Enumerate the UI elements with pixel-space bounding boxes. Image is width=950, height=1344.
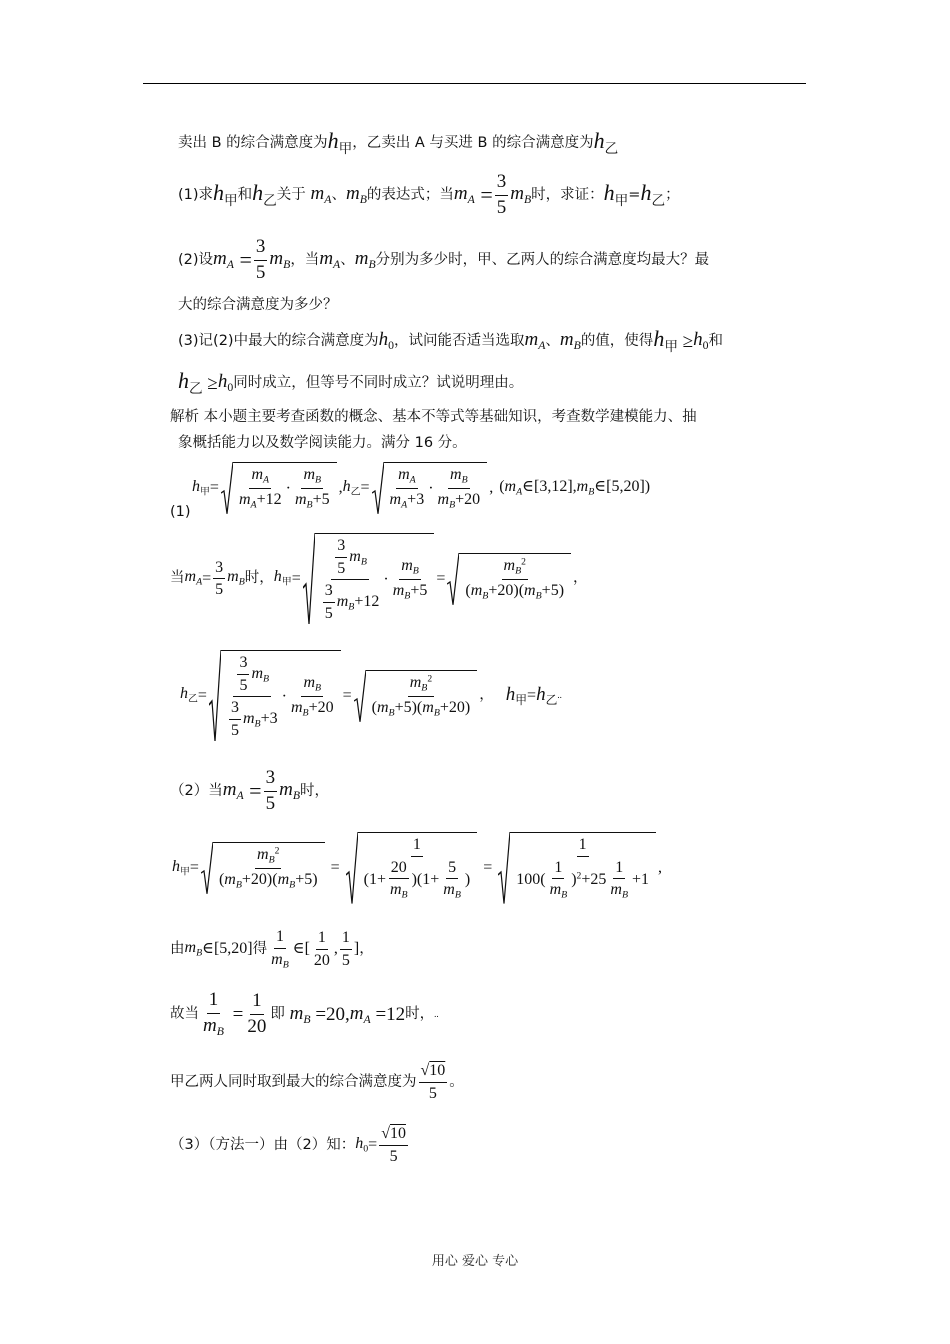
text-segment: 关于 (276, 187, 306, 204)
text-segment: 时， (244, 570, 274, 587)
sqrt: $\frac{m_A}{m_A+12}$ · $\frac{m_B}{m_B+5}$ (221, 462, 337, 514)
fraction-3-5: $\frac{3}{5}$ (255, 236, 266, 283)
equals-sign: = (474, 182, 493, 208)
text-segment: （2）当 (170, 783, 223, 800)
text-segment: 分别为多少时，甲、乙两人的综合满意度均最大？最 (375, 252, 710, 269)
problem-part-3 (178, 328, 723, 354)
text-segment: ，当 (290, 252, 320, 269)
text-segment: (2)设 (178, 252, 214, 269)
text-segment: (1) (170, 504, 191, 520)
sqrt: 1 (1+ $\frac{20}{m_B}$ )(1+ $\frac{5}{m_B}$ ) (346, 832, 478, 904)
text-segment: = (628, 187, 641, 204)
text-segment: ， (359, 941, 374, 958)
problem-part-1 (178, 172, 680, 219)
h-jia: $h_甲$ (213, 180, 238, 209)
text-segment: 时， (300, 783, 329, 800)
text-segment: .. (434, 1008, 439, 1019)
h-yi: $h_乙$ (536, 683, 558, 707)
text-segment: 时，求证： (531, 187, 604, 204)
header-rule (143, 83, 806, 84)
h-0: $h_0$ (378, 329, 394, 353)
text-segment: 甲乙两人同时取到最大的综合满意度为 (170, 1073, 417, 1090)
sqrt: $\frac{m_B^2}{(m_B+20)(m_B+5)}$ (201, 842, 325, 894)
m-B: $m_B$ (269, 248, 291, 272)
text-segment: 和 (708, 332, 724, 349)
text-segment: (1)求 (178, 187, 214, 204)
text-segment: 的值，使得 (580, 332, 654, 349)
text-segment: ； (665, 187, 680, 204)
h-jia: $h_甲$ (505, 683, 528, 707)
h-yi: $h_乙$ (640, 180, 666, 209)
part-2-condition: （2）当 $m_A$ = $\frac{3}{5}$ $m_B$ 时， (170, 767, 329, 814)
conclusion-line: 甲乙两人同时取到最大的综合满意度为 $\frac{√10}{5}$ 。 (170, 1062, 464, 1102)
m-A: $m_A$ (305, 183, 332, 207)
sqrt: $\frac{3}{5}$ $m_B$ $\frac{3}{5}$ $m_B+12$ · $\frac{m_B}{m_B+5}$ (303, 533, 435, 624)
text-segment: 大的综合满意度为多少？ (178, 297, 338, 313)
m-A: $m_A$ (524, 329, 546, 353)
text-segment: 由 (170, 941, 185, 958)
solution-intro-2 (178, 436, 467, 451)
text-segment: 、 (331, 187, 346, 204)
h-jia: $h_甲$ (192, 477, 210, 498)
h-yi: $h_乙$ (178, 368, 203, 397)
part-1-label (170, 505, 191, 520)
h-0: $h_0$ (693, 329, 709, 353)
h-yi: $h_乙$ (593, 128, 619, 157)
text-segment: 即 (270, 1006, 285, 1023)
text-segment: 卖出 B 的综合满意度为 (178, 134, 328, 151)
problem-line-1 (178, 130, 618, 156)
geq-sign: ≥ (202, 372, 218, 394)
m-A: $m_A$ (319, 248, 341, 272)
formula-range: 由 $m_B$ ∈[5,20] 得 $\frac{1}{m_B}$ ∈[ $\frac{1}{20}$ , $\frac{1}{5}$ ] ， (170, 928, 374, 971)
text-segment: 象概括能力以及数学阅读能力。满分 16 分。 (178, 435, 467, 451)
text-segment: 。 (449, 1073, 464, 1090)
text-segment: 当 (170, 570, 185, 587)
formula-h-jia-chain: $h_甲$ = $\frac{m_B^2}{(m_B+20)(m_B+5)}$ = 1 (1+ $\frac{20}{m_B}$ )(1+ $\frac{5}{m_B}$ ) = 1 100( $\frac{1}{m_B}$ )$^2$+25 $\frac{1}{m_B}$ +1 , (172, 832, 662, 904)
text-segment: 的表达式；当 (366, 187, 454, 204)
text-segment: 得 (252, 941, 268, 958)
fraction-3-5: $\frac{3}{5}$ (496, 171, 507, 218)
formula-h-yi-sub: $h_乙$ = $\frac{3}{5}$ $m_B$ $\frac{3}{5}$ $m_B+3$ · $\frac{m_B}{m_B+20}$ = $\frac{m_B^2}{(m_B+5)(m_B+20)}$ ， $h_甲$ = $h_乙$ .. (180, 650, 562, 741)
text-segment: ， (479, 687, 494, 704)
problem-part-2-cont (178, 298, 338, 313)
m-B: $m_B$ (345, 183, 367, 207)
sqrt: 1 100( $\frac{1}{m_B}$ )$^2$+25 $\frac{1}{m_B}$ +1 (498, 832, 656, 904)
m-B: $m_B$ (354, 248, 376, 272)
formula-optimum: 故当 $\frac{1}{m_B}$ = $\frac{1}{20}$ 即 $m_B$ =20, $m_A$ =12 时， .. (170, 989, 439, 1038)
h-yi: $h_乙$ (180, 685, 198, 705)
text-segment: （3）（方法一）由（2）知： (170, 1136, 356, 1153)
text-segment: 故当 (170, 1006, 199, 1023)
text-segment: 同时成立，但等号不同时成立？试说明理由。 (233, 374, 524, 391)
h-jia: $h_甲$ (653, 326, 678, 355)
text-segment: .. (557, 690, 562, 701)
m-B: $m_B$ (559, 329, 581, 353)
text-segment: 时， (405, 1006, 435, 1023)
h-0: $h_0$ (217, 371, 234, 395)
equals-sign: = (233, 247, 252, 273)
h-yi: $h_乙$ (252, 180, 277, 209)
geq-sign: ≥ (677, 330, 694, 352)
text-segment: ，乙卖出 A 与买进 B 的综合满意度为 (352, 134, 594, 151)
formula-h-jia-sub: 当 $m_A$ = $\frac{3}{5}$ $m_B$ 时， $h_甲$ = $\frac{3}{5}$ $m_B$ $\frac{3}{5}$ $m_B+12$ · $\frac{m_B}{m_B+5}$ = $\frac{m_B^2}{(m_B+20)(m_B+5)}$ ， (170, 533, 588, 624)
text-segment: ， (573, 570, 588, 587)
formula-part1: $h_甲$ = $\frac{m_A}{m_A+12}$ · $\frac{m_B}{m_B+5}$ , $h_乙$ = $\frac{m_A}{m_A+3}$ · $\frac{m_B}{m_B+20}$ , $(m_A\in[3,12],m_B\in[5,20])$ (192, 462, 650, 514)
text-segment: 、 (340, 252, 355, 269)
problem-part-2 (178, 237, 709, 284)
text-segment: 和 (237, 187, 253, 204)
solution-intro-1 (170, 410, 697, 425)
m-A: $m_A$ (453, 183, 475, 207)
sqrt: $\frac{3}{5}$ $m_B$ $\frac{3}{5}$ $m_B+3$ · $\frac{m_B}{m_B+20}$ (209, 650, 341, 741)
sqrt: $\frac{m_A}{m_A+3}$ · $\frac{m_B}{m_B+20}$ (372, 462, 488, 514)
sqrt: $\frac{m_B^2}{(m_B+20)(m_B+5)}$ (447, 553, 571, 605)
page-footer: 用心 爱心 专心 (431, 1254, 519, 1269)
text-segment: 、 (545, 332, 560, 349)
sqrt: $\frac{m_B^2}{(m_B+5)(m_B+20)}$ (354, 670, 478, 722)
m-A: $m_A$ (213, 248, 234, 272)
problem-part-3-cont (178, 370, 523, 396)
part-3-method: （3）（方法一）由（2）知： $h_0$ = $\frac{√10}{5}$ (170, 1125, 406, 1165)
text-segment: (3)记(2)中最大的综合满意度为 (178, 332, 379, 349)
h-yi: $h_乙$ (342, 477, 361, 498)
text-segment: 解析 本小题主要考查函数的概念、基本不等式等基础知识，考查数学建模能力、抽 (170, 409, 697, 425)
text-segment: ，试问能否适当选取 (393, 332, 525, 349)
h-jia: $h_甲$ (327, 128, 353, 157)
h-jia: $h_甲$ (172, 857, 190, 878)
m-B: $m_B$ (510, 183, 532, 207)
h-jia: $h_甲$ (603, 180, 629, 209)
h-0: $h_0$ (355, 1134, 369, 1155)
h-jia: $h_甲$ (273, 568, 292, 588)
